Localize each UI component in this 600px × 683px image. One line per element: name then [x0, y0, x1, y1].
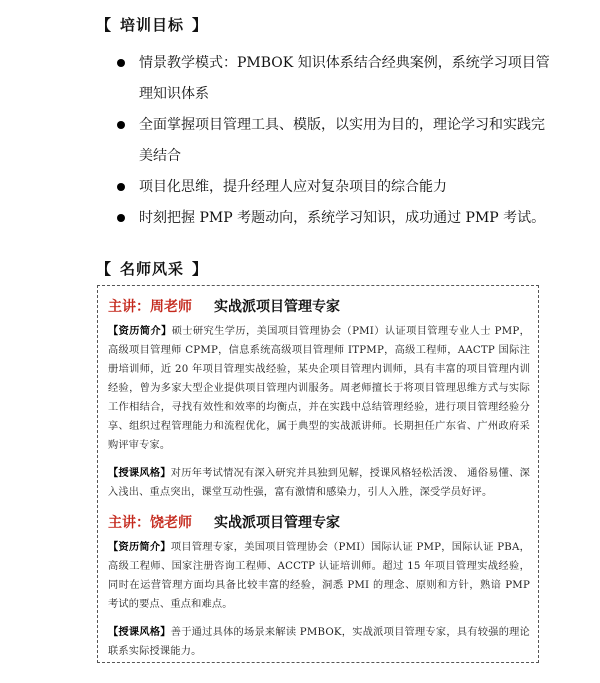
training-goals-heading: [96, 14, 208, 35]
list-item: [117, 203, 557, 234]
bullet-icon: [117, 121, 125, 129]
bullet-text: 情景教学模式：PMBOK 知识体系结合经典案例，系统学习项目管理知识体系: [139, 55, 550, 102]
teacher-2-header: [108, 512, 530, 534]
teacher-1-bio: [108, 322, 530, 455]
bracket-open: 【: [96, 260, 113, 278]
bio-text: 项目管理专家，美国项目管理协会（PMI）国际认证 PMP，国际认证 PBA，高级工程师、国家注册咨询工程师、ACCTP 认证培训师。超过 15 年项目管理实战经验，同时在运营管理方面均具备比较丰富的经验，洞悉 PMI 的理念、原则和方针，熟谙 PMP 考试的要点、重点和难点。: [108, 542, 530, 610]
bullet-icon: [117, 59, 125, 67]
teacher-name: 周老师: [150, 299, 192, 315]
teacher-1-style: [108, 464, 530, 502]
bracket-close: 】: [192, 16, 209, 34]
bullet-text: 全面掌握项目管理工具、模版，以实用为目的，理论学习和实践完美结合: [139, 117, 545, 164]
bio-tag: 【资历简介】: [108, 325, 172, 337]
list-item: [117, 48, 557, 110]
bullet-icon: [117, 183, 125, 191]
training-goals-title: 培训目标: [120, 16, 185, 34]
teacher-2-style: [108, 623, 530, 661]
teacher-2-bio: [108, 538, 530, 614]
bio-text: 硕士研究生学历，美国项目管理协会（PMI）认证项目管理专业人士 PMP，高级项目管理师 CPMP，信息系统高级项目管理师 ITPMP，高级工程师，AACTP 国际注册培训师，近 20 年项目管理实战经验，某央企项目管理内训师，具有丰富的项目管理内训经验，曾为多家大型企业提供项目管理内训服务。周老师擅长于将项目管理思维方式与实际工作相结合，寻找有效性和效率的均衡点，并在实践中总结管理经验，进行项目管理经验分享、组织过程管理能力和流程优化，属于典型的实战派讲师。长期担任广东省、广州政府采购评审专家。: [108, 326, 531, 451]
bullet-text: 时刻把握 PMP 考题动向，系统学习知识，成功通过 PMP 考试。: [139, 210, 546, 226]
bracket-open: 【: [96, 16, 113, 34]
list-item: [117, 110, 557, 172]
bullet-icon: [117, 214, 125, 222]
teachers-box: [97, 285, 539, 663]
list-item: [117, 172, 557, 203]
teachers-title: 名师风采: [120, 260, 185, 278]
teacher-label: 主讲：: [108, 515, 150, 531]
style-tag: 【授课风格】: [108, 626, 171, 638]
teacher-role: 实战派项目管理专家: [214, 515, 340, 531]
style-tag: 【授课风格】: [108, 467, 171, 479]
bio-tag: 【资历简介】: [108, 541, 171, 553]
bracket-close: 】: [192, 260, 209, 278]
bullet-text: 项目化思维，提升经理人应对复杂项目的综合能力: [139, 179, 447, 195]
style-text: 善于通过具体的场景来解读 PMBOK，实战派项目管理专家，具有较强的理论联系实际授课能力。: [108, 627, 531, 657]
teacher-name: 饶老师: [150, 515, 192, 531]
teacher-1-header: [108, 296, 530, 318]
style-text: 对历年考试情况有深入研究并具独到见解，授课风格轻松活泼、 通俗易懂、深入浅出、重点突出，课堂互动性强，富有激情和感染力，引人入胜，深受学员好评。: [108, 468, 530, 498]
teachers-heading: [96, 258, 208, 279]
teacher-label: 主讲：: [108, 299, 150, 315]
training-goals-list: [117, 48, 557, 234]
teacher-role: 实战派项目管理专家: [214, 299, 340, 315]
